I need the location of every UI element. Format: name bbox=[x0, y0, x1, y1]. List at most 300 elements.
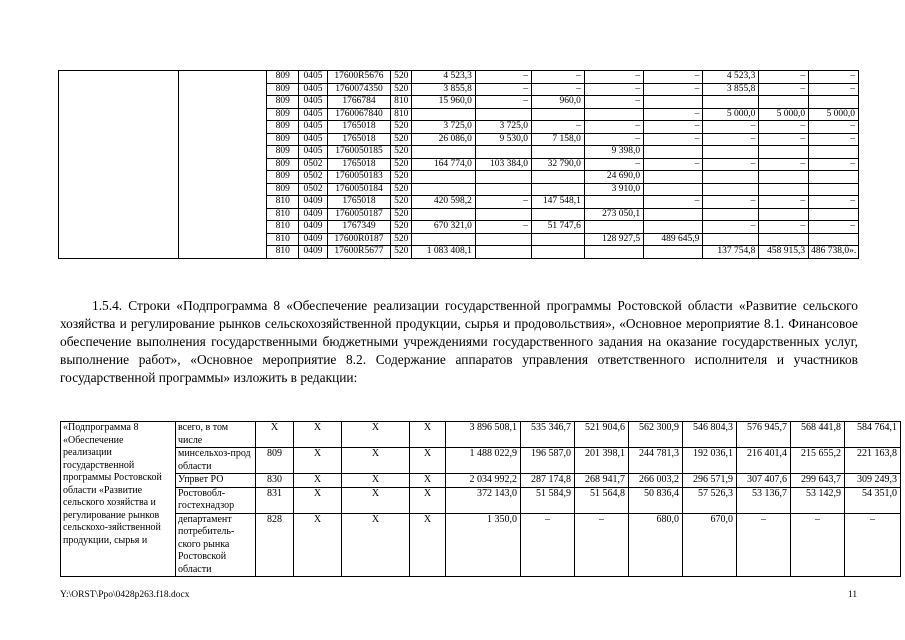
table-row bbox=[59, 183, 859, 196]
table-cell bbox=[531, 171, 584, 184]
table-cell: – bbox=[703, 196, 759, 209]
x-cell: X bbox=[410, 422, 446, 448]
table-cell: – bbox=[644, 83, 703, 96]
table-cell: 520 bbox=[391, 246, 412, 259]
table-cell: 0409 bbox=[299, 221, 328, 234]
table-cell bbox=[475, 208, 531, 221]
x-cell: X bbox=[294, 513, 342, 577]
code-cell: X bbox=[256, 422, 294, 448]
empty-cell bbox=[178, 158, 267, 171]
table-row bbox=[59, 96, 859, 109]
table-row bbox=[61, 513, 901, 577]
value-cell: – bbox=[575, 513, 629, 577]
value-cell: 309 249,3 bbox=[845, 474, 901, 488]
table-cell bbox=[644, 246, 703, 259]
empty-cell bbox=[59, 71, 179, 84]
table-cell bbox=[531, 233, 584, 246]
table-cell: – bbox=[475, 83, 531, 96]
table-cell bbox=[703, 146, 759, 159]
table-cell: 670 321,0 bbox=[412, 221, 475, 234]
table-row bbox=[59, 71, 859, 84]
table-cell bbox=[475, 146, 531, 159]
code-cell: 809 bbox=[256, 448, 294, 474]
table-cell: 520 bbox=[391, 221, 412, 234]
table-cell bbox=[644, 221, 703, 234]
table-cell bbox=[475, 171, 531, 184]
table-cell: 489 645,9 bbox=[644, 233, 703, 246]
executor-cell: департамент потребитель-ского рынка Ростовской области bbox=[176, 513, 256, 577]
x-cell: X bbox=[342, 448, 410, 474]
table-cell: 9 398,0 bbox=[584, 146, 643, 159]
x-cell: X bbox=[342, 487, 410, 513]
table-cell bbox=[703, 208, 759, 221]
table-cell: 520 bbox=[391, 208, 412, 221]
value-cell: 2 034 992,2 bbox=[446, 474, 521, 488]
table-row bbox=[59, 208, 859, 221]
table-cell bbox=[584, 246, 643, 259]
table-cell: 810 bbox=[267, 208, 299, 221]
table-cell bbox=[759, 146, 809, 159]
table-cell: 0502 bbox=[299, 171, 328, 184]
empty-cell bbox=[178, 196, 267, 209]
page-number: 11 bbox=[848, 590, 858, 600]
table-cell: 17600R0187 bbox=[327, 233, 390, 246]
table-cell: 520 bbox=[391, 83, 412, 96]
table-cell: 4 523,3 bbox=[412, 71, 475, 84]
empty-cell bbox=[178, 108, 267, 121]
table-cell: – bbox=[759, 133, 809, 146]
table-cell: 520 bbox=[391, 146, 412, 159]
executor-cell: минсельхоз-прод области bbox=[176, 448, 256, 474]
table-cell bbox=[531, 108, 584, 121]
table-cell: 1766784 bbox=[327, 96, 390, 109]
table-cell bbox=[759, 96, 809, 109]
value-cell: 562 300,9 bbox=[629, 422, 683, 448]
value-cell: 54 351,0 bbox=[845, 487, 901, 513]
table-cell: – bbox=[584, 83, 643, 96]
x-cell: X bbox=[342, 513, 410, 577]
table-cell bbox=[703, 96, 759, 109]
x-cell: X bbox=[342, 422, 410, 448]
table-cell: 3 725,0 bbox=[475, 121, 531, 134]
table-cell: – bbox=[703, 121, 759, 134]
empty-cell bbox=[59, 133, 179, 146]
table-cell: 26 086,0 bbox=[412, 133, 475, 146]
table-cell: – bbox=[809, 221, 859, 234]
table-cell bbox=[759, 208, 809, 221]
table-row bbox=[59, 171, 859, 184]
table-cell bbox=[412, 108, 475, 121]
table-row bbox=[61, 487, 901, 513]
table-cell: – bbox=[584, 133, 643, 146]
value-cell: – bbox=[791, 513, 845, 577]
table-cell: 0502 bbox=[299, 183, 328, 196]
value-cell: 57 526,3 bbox=[683, 487, 737, 513]
value-cell: 670,0 bbox=[683, 513, 737, 577]
table-cell: 17600R5676 bbox=[327, 71, 390, 84]
table-cell: 1765018 bbox=[327, 121, 390, 134]
table-cell: 809 bbox=[267, 158, 299, 171]
empty-cell bbox=[59, 158, 179, 171]
table-cell: 810 bbox=[267, 196, 299, 209]
table-cell bbox=[531, 246, 584, 259]
table-cell: 0405 bbox=[299, 71, 328, 84]
table-cell: 520 bbox=[391, 71, 412, 84]
table-cell bbox=[412, 171, 475, 184]
table-cell: – bbox=[475, 71, 531, 84]
table-cell: 520 bbox=[391, 171, 412, 184]
table-cell: 24 690,0 bbox=[584, 171, 643, 184]
x-cell: X bbox=[410, 448, 446, 474]
table-cell: – bbox=[759, 83, 809, 96]
value-cell: 3 896 508,1 bbox=[446, 422, 521, 448]
empty-cell bbox=[59, 246, 179, 259]
value-cell: – bbox=[737, 513, 791, 577]
subprogram-8-table bbox=[60, 421, 901, 577]
table-cell: 51 747,6 bbox=[531, 221, 584, 234]
table-cell: – bbox=[809, 158, 859, 171]
empty-cell bbox=[178, 96, 267, 109]
table-cell: 137 754,8 bbox=[703, 246, 759, 259]
table-row bbox=[59, 246, 859, 259]
table-cell bbox=[475, 246, 531, 259]
empty-cell bbox=[178, 121, 267, 134]
table-cell: 420 598,2 bbox=[412, 196, 475, 209]
value-cell: 299 643,7 bbox=[791, 474, 845, 488]
table-row bbox=[59, 221, 859, 234]
table-cell: 5 000,0 bbox=[703, 108, 759, 121]
table-cell bbox=[584, 221, 643, 234]
value-cell: 266 003,2 bbox=[629, 474, 683, 488]
table-cell: 810 bbox=[267, 233, 299, 246]
table-cell: – bbox=[809, 83, 859, 96]
table-cell bbox=[809, 233, 859, 246]
table-cell: 1760050185 bbox=[327, 146, 390, 159]
code-cell: 831 bbox=[256, 487, 294, 513]
empty-cell bbox=[59, 221, 179, 234]
value-cell: 51 564,8 bbox=[575, 487, 629, 513]
table-cell bbox=[759, 233, 809, 246]
value-cell: 192 036,1 bbox=[683, 448, 737, 474]
table-cell: 164 774,0 bbox=[412, 158, 475, 171]
table-cell: 0405 bbox=[299, 121, 328, 134]
table-cell: 103 384,0 bbox=[475, 158, 531, 171]
value-cell: 53 142,9 bbox=[791, 487, 845, 513]
table-cell: 0409 bbox=[299, 233, 328, 246]
table-cell bbox=[644, 183, 703, 196]
table-row bbox=[59, 121, 859, 134]
table-cell: 1760050187 bbox=[327, 208, 390, 221]
table-cell bbox=[531, 146, 584, 159]
table-cell: 486 738,0». bbox=[809, 246, 859, 259]
table-cell bbox=[412, 233, 475, 246]
table-cell: 147 548,1 bbox=[531, 196, 584, 209]
empty-cell bbox=[178, 221, 267, 234]
value-cell: 680,0 bbox=[629, 513, 683, 577]
x-cell: X bbox=[294, 487, 342, 513]
table-cell: – bbox=[759, 71, 809, 84]
table-cell bbox=[412, 146, 475, 159]
table-row bbox=[59, 146, 859, 159]
empty-cell bbox=[59, 233, 179, 246]
table-cell bbox=[644, 208, 703, 221]
table-cell bbox=[644, 96, 703, 109]
code-cell: 830 bbox=[256, 474, 294, 488]
table-cell bbox=[703, 183, 759, 196]
table-cell: – bbox=[584, 71, 643, 84]
empty-cell bbox=[178, 208, 267, 221]
table-row bbox=[61, 422, 901, 448]
table-cell: 5 000,0 bbox=[759, 108, 809, 121]
table-row bbox=[59, 158, 859, 171]
table-cell: 520 bbox=[391, 121, 412, 134]
empty-cell bbox=[59, 96, 179, 109]
table-cell: 0405 bbox=[299, 146, 328, 159]
table-cell: – bbox=[759, 196, 809, 209]
x-cell: X bbox=[410, 474, 446, 488]
empty-cell bbox=[59, 196, 179, 209]
table-cell bbox=[809, 208, 859, 221]
table-cell: 1765018 bbox=[327, 133, 390, 146]
value-cell: 307 407,6 bbox=[737, 474, 791, 488]
executor-cell: Упрвет РО bbox=[176, 474, 256, 488]
table-cell: 0405 bbox=[299, 83, 328, 96]
empty-cell bbox=[59, 171, 179, 184]
value-cell: 244 781,3 bbox=[629, 448, 683, 474]
table-cell: 809 bbox=[267, 83, 299, 96]
table-cell bbox=[584, 196, 643, 209]
table-cell: – bbox=[584, 121, 643, 134]
value-cell: – bbox=[521, 513, 575, 577]
empty-cell bbox=[178, 183, 267, 196]
table-cell: 0502 bbox=[299, 158, 328, 171]
value-cell: 584 764,1 bbox=[845, 422, 901, 448]
value-cell: 1 350,0 bbox=[446, 513, 521, 577]
table-cell bbox=[809, 183, 859, 196]
table-cell: 809 bbox=[267, 71, 299, 84]
value-cell: 221 163,8 bbox=[845, 448, 901, 474]
amendment-paragraph: 1.5.4. Строки «Подпрограмма 8 «Обеспечение реализации государственной программы Ростовской области «Развитие сельского хозяйства и регулирование рынков сельскохозяйственной продукции, сырья и продовольствия», «Основное мероприятие 8.1. Финансовое обеспечение выполнения государственными бюджетными учреждениями государственного задания на оказание государственных услуг, выполнение работ», «Основное мероприятие 8.2. Содержание аппаратов управления ответственного исполнителя и участников государственной программы» изложить в редакции: bbox=[60, 298, 858, 385]
x-cell: X bbox=[342, 474, 410, 488]
empty-cell bbox=[59, 208, 179, 221]
value-cell: 196 587,0 bbox=[521, 448, 575, 474]
table-cell: 17600R5677 bbox=[327, 246, 390, 259]
value-cell: 51 584,9 bbox=[521, 487, 575, 513]
empty-cell bbox=[59, 108, 179, 121]
table-cell: 1765018 bbox=[327, 196, 390, 209]
table-cell: 0409 bbox=[299, 208, 328, 221]
empty-cell bbox=[178, 171, 267, 184]
x-cell: X bbox=[410, 487, 446, 513]
value-cell: 372 143,0 bbox=[446, 487, 521, 513]
table-cell: 1760074350 bbox=[327, 83, 390, 96]
table-cell bbox=[759, 183, 809, 196]
table-cell bbox=[703, 233, 759, 246]
table-cell: 809 bbox=[267, 96, 299, 109]
table-cell bbox=[412, 208, 475, 221]
table-cell: – bbox=[703, 221, 759, 234]
table-cell: – bbox=[475, 221, 531, 234]
table-cell: 809 bbox=[267, 183, 299, 196]
table-cell: 0405 bbox=[299, 108, 328, 121]
x-cell: X bbox=[294, 474, 342, 488]
x-cell: X bbox=[410, 513, 446, 577]
table-cell: 3 910,0 bbox=[584, 183, 643, 196]
value-cell: 576 945,7 bbox=[737, 422, 791, 448]
value-cell: 296 571,9 bbox=[683, 474, 737, 488]
table-cell: 520 bbox=[391, 133, 412, 146]
table-cell: 0405 bbox=[299, 133, 328, 146]
table-cell: 3 855,8 bbox=[703, 83, 759, 96]
value-cell: 568 441,8 bbox=[791, 422, 845, 448]
table-cell: – bbox=[531, 71, 584, 84]
value-cell: 216 401,4 bbox=[737, 448, 791, 474]
table-cell: 0405 bbox=[299, 96, 328, 109]
empty-cell bbox=[178, 83, 267, 96]
table-cell: 273 050,1 bbox=[584, 208, 643, 221]
table-cell: 960,0 bbox=[531, 96, 584, 109]
empty-cell bbox=[59, 83, 179, 96]
table-cell: 7 158,0 bbox=[531, 133, 584, 146]
table-cell: 520 bbox=[391, 158, 412, 171]
program-name-cell: «Подпрограмма 8 «Обеспечение реализации государственной программы Ростовской области «Развитие сельского хозяйства и регулирование рынков сельскохо-зяйственной продукции, сырья и bbox=[61, 422, 176, 577]
value-cell: 268 941,7 bbox=[575, 474, 629, 488]
table-cell: – bbox=[809, 121, 859, 134]
table-cell: 9 530,0 bbox=[475, 133, 531, 146]
table-cell: 1767349 bbox=[327, 221, 390, 234]
executor-cell: всего, в том числе bbox=[176, 422, 256, 448]
code-cell: 828 bbox=[256, 513, 294, 577]
table-cell: – bbox=[584, 158, 643, 171]
table-cell: – bbox=[475, 96, 531, 109]
table-cell: – bbox=[531, 83, 584, 96]
table-cell: 810 bbox=[391, 96, 412, 109]
table-cell: 520 bbox=[391, 233, 412, 246]
table-cell: – bbox=[644, 71, 703, 84]
table-cell: 1765018 bbox=[327, 158, 390, 171]
table-cell: – bbox=[475, 196, 531, 209]
table-cell: 1 083 408,1 bbox=[412, 246, 475, 259]
table-cell: 809 bbox=[267, 171, 299, 184]
table-row bbox=[59, 233, 859, 246]
table-row bbox=[59, 83, 859, 96]
value-cell: 53 136,7 bbox=[737, 487, 791, 513]
table-cell: 32 790,0 bbox=[531, 158, 584, 171]
table-cell: – bbox=[759, 221, 809, 234]
table-cell: 1760067840 bbox=[327, 108, 390, 121]
empty-cell bbox=[178, 246, 267, 259]
table-cell bbox=[475, 108, 531, 121]
table-cell bbox=[531, 183, 584, 196]
table-cell bbox=[809, 96, 859, 109]
empty-cell bbox=[178, 233, 267, 246]
table-cell: 458 915,3 bbox=[759, 246, 809, 259]
empty-cell bbox=[59, 146, 179, 159]
executor-cell: Ростовобл-гостехнадзор bbox=[176, 487, 256, 513]
empty-cell bbox=[59, 183, 179, 196]
table-cell bbox=[531, 208, 584, 221]
table-cell: – bbox=[644, 108, 703, 121]
table-cell: 1760050183 bbox=[327, 171, 390, 184]
table-cell: 15 960,0 bbox=[412, 96, 475, 109]
table-cell: 810 bbox=[267, 221, 299, 234]
x-cell: X bbox=[294, 422, 342, 448]
table-cell: – bbox=[809, 133, 859, 146]
empty-cell bbox=[178, 133, 267, 146]
empty-cell bbox=[59, 121, 179, 134]
table-cell bbox=[703, 171, 759, 184]
table-cell: 5 000,0 bbox=[809, 108, 859, 121]
table-cell: – bbox=[703, 133, 759, 146]
table-row bbox=[59, 108, 859, 121]
value-cell: 535 346,7 bbox=[521, 422, 575, 448]
table-cell: – bbox=[703, 158, 759, 171]
table-row bbox=[61, 474, 901, 488]
table-cell: – bbox=[644, 158, 703, 171]
value-cell: 215 655,2 bbox=[791, 448, 845, 474]
table-cell bbox=[759, 171, 809, 184]
table-cell bbox=[644, 171, 703, 184]
value-cell: 287 174,8 bbox=[521, 474, 575, 488]
table-cell: 0409 bbox=[299, 196, 328, 209]
table-row bbox=[61, 448, 901, 474]
table-cell: – bbox=[809, 71, 859, 84]
table-cell: 809 bbox=[267, 146, 299, 159]
value-cell: 521 904,6 bbox=[575, 422, 629, 448]
x-cell: X bbox=[294, 448, 342, 474]
table-cell: 810 bbox=[267, 246, 299, 259]
table-cell: – bbox=[809, 196, 859, 209]
table-cell: 809 bbox=[267, 108, 299, 121]
table-cell: 4 523,3 bbox=[703, 71, 759, 84]
table-cell bbox=[644, 146, 703, 159]
table-cell bbox=[412, 183, 475, 196]
table-cell: – bbox=[584, 96, 643, 109]
table-cell: – bbox=[644, 133, 703, 146]
table-cell bbox=[584, 108, 643, 121]
value-cell: 546 804,3 bbox=[683, 422, 737, 448]
table-cell bbox=[809, 171, 859, 184]
continuation-table bbox=[58, 70, 859, 259]
value-cell: 1 488 022,9 bbox=[446, 448, 521, 474]
table-cell bbox=[809, 146, 859, 159]
table-cell bbox=[475, 233, 531, 246]
table-cell: 0409 bbox=[299, 246, 328, 259]
table-cell: – bbox=[531, 121, 584, 134]
table-cell bbox=[475, 183, 531, 196]
table-cell: 3 725,0 bbox=[412, 121, 475, 134]
table-cell: – bbox=[759, 121, 809, 134]
table-cell: 520 bbox=[391, 196, 412, 209]
table-row bbox=[59, 133, 859, 146]
table-cell: – bbox=[644, 121, 703, 134]
file-path: Y:\ORST\Ppo\0428p263.f18.docx bbox=[60, 590, 190, 600]
empty-cell bbox=[178, 71, 267, 84]
value-cell: 201 398,1 bbox=[575, 448, 629, 474]
table-cell: 809 bbox=[267, 133, 299, 146]
value-cell: – bbox=[845, 513, 901, 577]
table-cell: – bbox=[759, 158, 809, 171]
table-cell: 128 927,5 bbox=[584, 233, 643, 246]
table-cell: – bbox=[644, 196, 703, 209]
table-cell: 3 855,8 bbox=[412, 83, 475, 96]
empty-cell bbox=[178, 146, 267, 159]
table-cell: 810 bbox=[391, 108, 412, 121]
table-cell: 809 bbox=[267, 121, 299, 134]
table-cell: 1760050184 bbox=[327, 183, 390, 196]
table-cell: 520 bbox=[391, 183, 412, 196]
table-row bbox=[59, 196, 859, 209]
